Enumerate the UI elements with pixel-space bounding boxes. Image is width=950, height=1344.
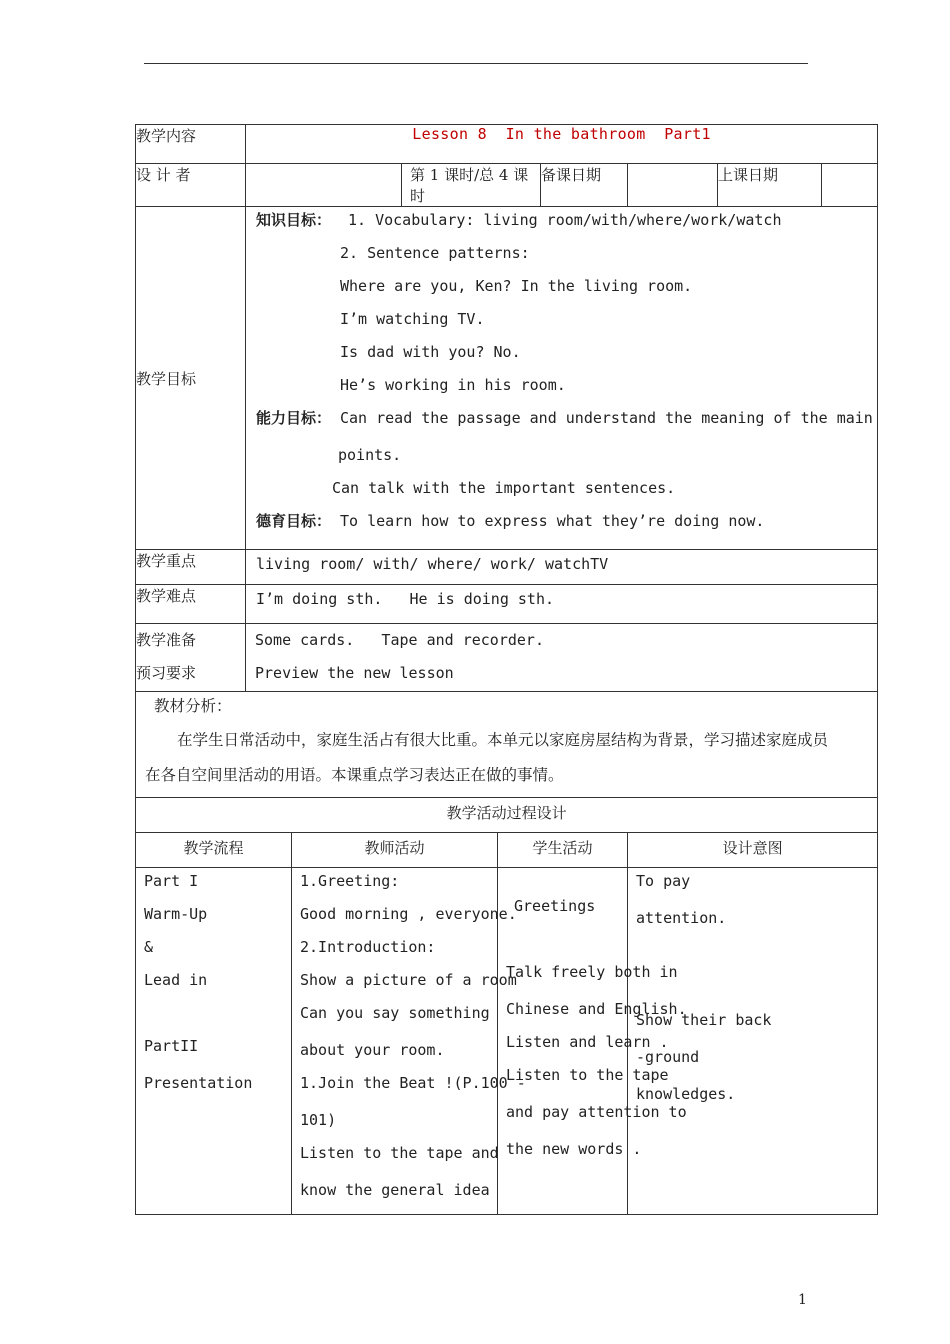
teacher-cell (292, 868, 526, 1215)
ability-3: Can talk with the important sentences. (332, 479, 676, 497)
flow-line: Warm-Up (144, 905, 208, 923)
teacher-line: about your room. (300, 1041, 445, 1059)
student-line (506, 923, 627, 956)
ability-2: points. (338, 446, 402, 464)
ability-label: 能力目标： (256, 409, 332, 427)
key-label: 教学重点 (136, 550, 246, 585)
knowledge-5: Is dad with you? No. (340, 343, 521, 361)
prepare-label: 教学准备 (136, 631, 197, 649)
knowledge-6: He’s working in his room. (340, 376, 566, 394)
student-line: Chinese and English. (506, 1000, 687, 1018)
lesson-plan-table (135, 124, 878, 1215)
teacher-line: 1.Greeting: (300, 872, 400, 890)
intent-line (636, 971, 877, 1004)
teacher-line: 1.Join the Beat !(P.100 - (300, 1074, 526, 1092)
difficult-value: I’m doing sth. He is doing sth. (246, 585, 878, 624)
intent-line (636, 935, 877, 968)
row-key (136, 550, 878, 585)
knowledge-1: 1. Vocabulary: living room/with/where/work/watch (348, 211, 782, 229)
analysis-line-2: 在各自空间里活动的用语。本课重点学习表达正在做的事情。 (145, 766, 564, 784)
row-analysis (136, 692, 878, 798)
col-intent: 设计意图 (628, 833, 878, 868)
teacher-line: Good morning , everyone. (300, 905, 517, 923)
designer-label: 设 计 者 (136, 164, 246, 207)
analysis-label: 教材分析： (154, 697, 232, 715)
teacher-line: 101) (300, 1111, 337, 1129)
teacher-line: 2.Introduction: (300, 938, 436, 956)
preview-label: 预习要求 (136, 664, 197, 682)
content-label: 教学内容 (136, 125, 246, 164)
flow-line: Presentation (144, 1074, 253, 1092)
page-number: 1 (798, 1292, 807, 1308)
col-flow: 教学流程 (136, 833, 292, 868)
teacher-line: Show a picture of a room (300, 971, 517, 989)
key-value: living room/ with/ where/ work/ watchTV (246, 550, 878, 585)
moral-label: 德育目标： (256, 512, 332, 530)
difficult-label: 教学难点 (136, 585, 246, 624)
prep-date-value (628, 164, 718, 207)
analysis-cell (136, 692, 878, 798)
teacher-line: Listen to the tape and (300, 1144, 499, 1162)
designer-value (246, 164, 402, 207)
preview-value: Preview the new lesson (255, 664, 454, 682)
flow-line: Part I (144, 872, 199, 890)
intent-line: Show their back (636, 1011, 772, 1029)
header-rule (144, 63, 808, 64)
lesson-title: Lesson 8 In the bathroom Part1 (246, 125, 878, 164)
flow-line (144, 997, 291, 1030)
flow-line: PartII (144, 1037, 199, 1055)
row-process-title (136, 798, 878, 833)
knowledge-4: I’m watching TV. (340, 310, 485, 328)
intent-line: -ground (636, 1048, 700, 1066)
lesson-count: 第 1 课时/总 4 课时 (402, 164, 541, 207)
objectives-label: 教学目标 (136, 207, 246, 550)
class-date-label: 上课日期 (718, 164, 822, 207)
teacher-line: know the general idea (300, 1181, 490, 1199)
col-student: 学生活动 (498, 833, 628, 868)
row-process (136, 868, 878, 1215)
moral-1: To learn how to express what they’re doing now. (340, 512, 765, 530)
flow-line: Lead in (144, 971, 208, 989)
prepare-cell (136, 624, 246, 692)
row-prepare (136, 624, 878, 692)
knowledge-2: 2. Sentence patterns: (340, 244, 530, 262)
row-difficult (136, 585, 878, 624)
knowledge-label: 知识目标： (256, 211, 332, 229)
intent-line: knowledges. (636, 1085, 736, 1103)
prep-date-label: 备课日期 (541, 164, 628, 207)
student-line: Listen and learn . (506, 1033, 669, 1051)
prepare-value: Some cards. Tape and recorder. (255, 631, 544, 649)
flow-cell (136, 868, 292, 1215)
analysis-line-1: 在学生日常活动中，家庭生活占有很大比重。本单元以家庭房屋结构为背景，学习描述家庭成员 (177, 731, 829, 749)
intent-line: To pay (636, 872, 691, 890)
process-title: 教学活动过程设计 (136, 798, 878, 833)
prepare-values (246, 624, 878, 692)
intent-cell (628, 868, 878, 1215)
col-teacher: 教师活动 (292, 833, 498, 868)
student-line: the new words . (506, 1140, 642, 1158)
row-content (136, 125, 878, 164)
ability-1: Can read the passage and understand the meaning of the main (340, 409, 873, 427)
flow-line: & (144, 938, 154, 956)
row-objectives (136, 207, 878, 550)
student-line: Talk freely both in (506, 963, 678, 981)
intent-line: attention. (636, 909, 727, 927)
objectives-cell (246, 207, 878, 550)
student-line: and pay attention to (506, 1103, 687, 1121)
teacher-line: Can you say something (300, 1004, 490, 1022)
class-date-value (822, 164, 878, 207)
student-line: Greetings (514, 897, 596, 915)
row-designer (136, 164, 878, 207)
row-columns (136, 833, 878, 868)
knowledge-3: Where are you, Ken? In the living room. (340, 277, 693, 295)
student-line: Listen to the tape (506, 1066, 669, 1084)
